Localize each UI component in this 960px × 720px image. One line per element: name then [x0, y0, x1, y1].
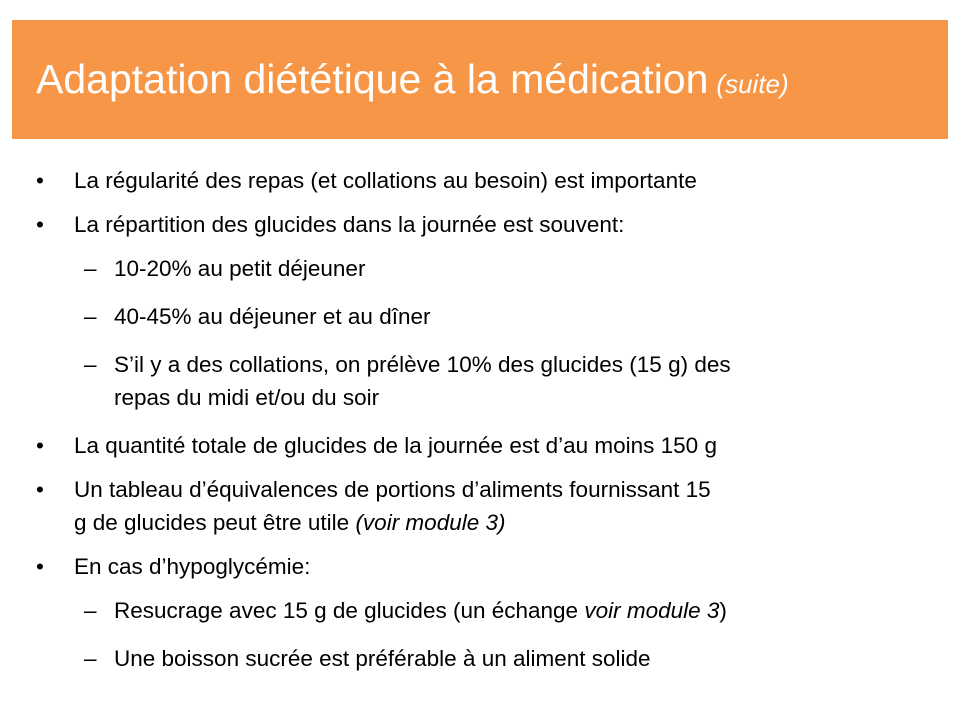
bullet-text-line2: g de glucides peut être utile — [74, 510, 356, 535]
dash-marker: – — [84, 646, 97, 671]
bullet-item — [36, 473, 916, 539]
module-reference: voir module 3 — [584, 598, 720, 623]
sub-bullet-item — [36, 348, 916, 414]
bullet-item — [36, 550, 916, 583]
bullet-text: La répartition des glucides dans la journée est souvent: — [74, 212, 625, 237]
bullet-item — [36, 164, 916, 197]
slide-title-text: Adaptation diététique à la médication — [36, 56, 709, 102]
slide-title — [36, 56, 789, 103]
bullet-text: La régularité des repas (et collations au besoin) est importante — [74, 168, 697, 193]
sub-bullet-item — [36, 252, 916, 285]
bullet-item — [36, 429, 916, 462]
bullet-marker: • — [36, 554, 44, 579]
dash-marker: – — [84, 256, 97, 281]
module-reference: (voir module 3) — [355, 510, 506, 535]
bullet-marker: • — [36, 212, 44, 237]
bullet-list — [36, 164, 916, 690]
sub-bullet-text-line2: repas du midi et/ou du soir — [114, 385, 380, 410]
dash-marker: – — [84, 598, 97, 623]
dash-marker: – — [84, 304, 97, 329]
bullet-item — [36, 208, 916, 241]
bullet-text-line1: Un tableau d’équivalences de portions d’aliments fournissant 15 — [74, 477, 711, 502]
sub-bullet-text: Une boisson sucrée est préférable à un aliment solide — [114, 646, 651, 671]
sub-bullet-text: 40-45% au déjeuner et au dîner — [114, 304, 431, 329]
sub-bullet-item — [36, 642, 916, 675]
sub-bullet-item — [36, 300, 916, 333]
sub-bullet-text-end: ) — [719, 598, 727, 623]
bullet-text: En cas d’hypoglycémie: — [74, 554, 311, 579]
bullet-marker: • — [36, 477, 44, 502]
sub-bullet-text: Resucrage avec 15 g de glucides (un échange — [114, 598, 585, 623]
sub-bullet-text-line1: S’il y a des collations, on prélève 10% des glucides (15 g) des — [114, 352, 731, 377]
sub-bullet-item — [36, 594, 916, 627]
dash-marker: – — [84, 352, 97, 377]
sub-bullet-text: 10-20% au petit déjeuner — [114, 256, 366, 281]
title-bar — [12, 20, 948, 139]
bullet-marker: • — [36, 168, 44, 193]
bullet-text: La quantité totale de glucides de la journée est d’au moins 150 g — [74, 433, 717, 458]
slide-title-suffix: (suite) — [716, 69, 789, 99]
bullet-marker: • — [36, 433, 44, 458]
